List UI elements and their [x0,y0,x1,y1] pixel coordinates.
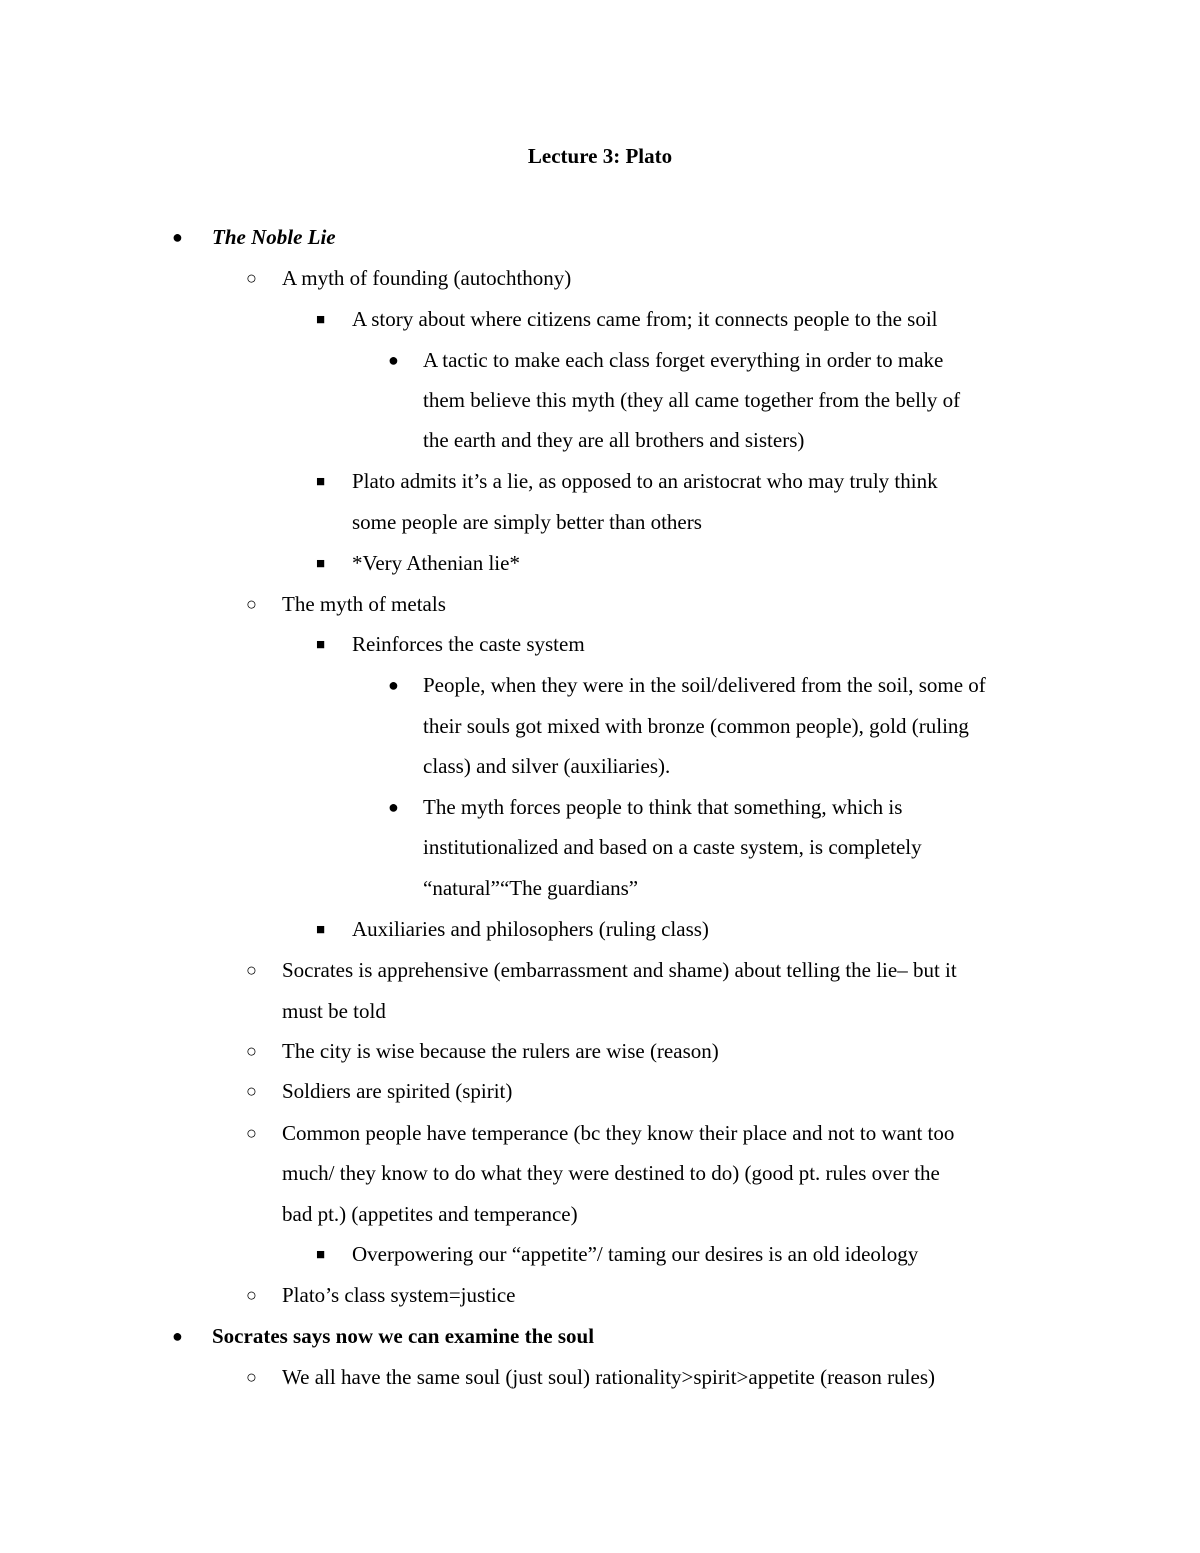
heading-noble-lie: The Noble Lie [212,225,336,249]
bullet-square-icon: ■ [316,1247,326,1263]
bullet-square-icon: ■ [316,556,326,572]
heading-examine-soul: Socrates says now we can examine the soul [212,1324,595,1348]
bullet-filled-icon: ● [172,1326,183,1346]
page-title: Lecture 3: Plato [527,144,673,168]
list-item: Auxiliaries and philosophers (ruling class) [352,917,709,941]
bullet-hollow-icon: ○ [246,1285,257,1305]
bullet-hollow-icon: ○ [246,1041,257,1061]
list-item: The myth forces people to think that something, which is [423,795,903,819]
bullet-hollow-icon: ○ [246,1367,257,1387]
list-item-continuation: class) and silver (auxiliaries). [423,754,671,778]
bullet-hollow-icon: ○ [246,1081,257,1101]
bullet-square-icon: ■ [316,312,326,328]
bullet-square-icon: ■ [316,474,326,490]
list-item-continuation: the earth and they are all brothers and sisters) [423,428,805,452]
bullet-hollow-icon: ○ [246,268,257,288]
bullet-filled-icon: ● [172,227,183,247]
bullet-hollow-icon: ○ [246,594,257,614]
list-item: Overpowering our “appetite”/ taming our desires is an old ideology [352,1242,919,1266]
bullet-filled-icon: ● [388,797,399,817]
bullet-filled-icon: ● [388,350,399,370]
list-item-continuation: institutionalized and based on a caste system, is completely [423,835,922,859]
bullet-square-icon: ■ [316,637,326,653]
bullet-hollow-icon: ○ [246,1123,257,1143]
list-item: A story about where citizens came from; it connects people to the soil [352,307,938,331]
list-item: Socrates is apprehensive (embarrassment and shame) about telling the lie– but it [282,958,957,982]
list-item: People, when they were in the soil/delivered from the soil, some of [423,673,986,697]
list-item: Plato’s class system=justice [282,1283,516,1307]
list-item: Common people have temperance (bc they know their place and not to want too [282,1121,955,1145]
list-item-continuation: much/ they know to do what they were destined to do) (good pt. rules over the [282,1161,940,1185]
bullet-filled-icon: ● [388,675,399,695]
list-item-continuation: their souls got mixed with bronze (common people), gold (ruling [423,714,969,738]
bullet-square-icon: ■ [316,922,326,938]
list-item-continuation: must be told [282,999,386,1023]
list-item: Reinforces the caste system [352,632,585,656]
list-item-continuation: them believe this myth (they all came together from the belly of [423,388,961,412]
list-item: Plato admits it’s a lie, as opposed to an aristocrat who may truly think [352,469,938,493]
list-item: A myth of founding (autochthony) [282,266,572,290]
list-item: *Very Athenian lie* [352,551,520,575]
list-item-continuation: bad pt.) (appetites and temperance) [282,1202,578,1226]
list-item-continuation: “natural”“The guardians” [423,876,639,900]
list-item: Soldiers are spirited (spirit) [282,1079,513,1103]
list-item: The city is wise because the rulers are wise (reason) [282,1039,719,1063]
list-item: We all have the same soul (just soul) rationality>spirit>appetite (reason rules) [282,1365,935,1389]
list-item-continuation: some people are simply better than others [352,510,702,534]
list-item: A tactic to make each class forget everything in order to make [423,348,944,372]
list-item: The myth of metals [282,592,446,616]
bullet-hollow-icon: ○ [246,960,257,980]
